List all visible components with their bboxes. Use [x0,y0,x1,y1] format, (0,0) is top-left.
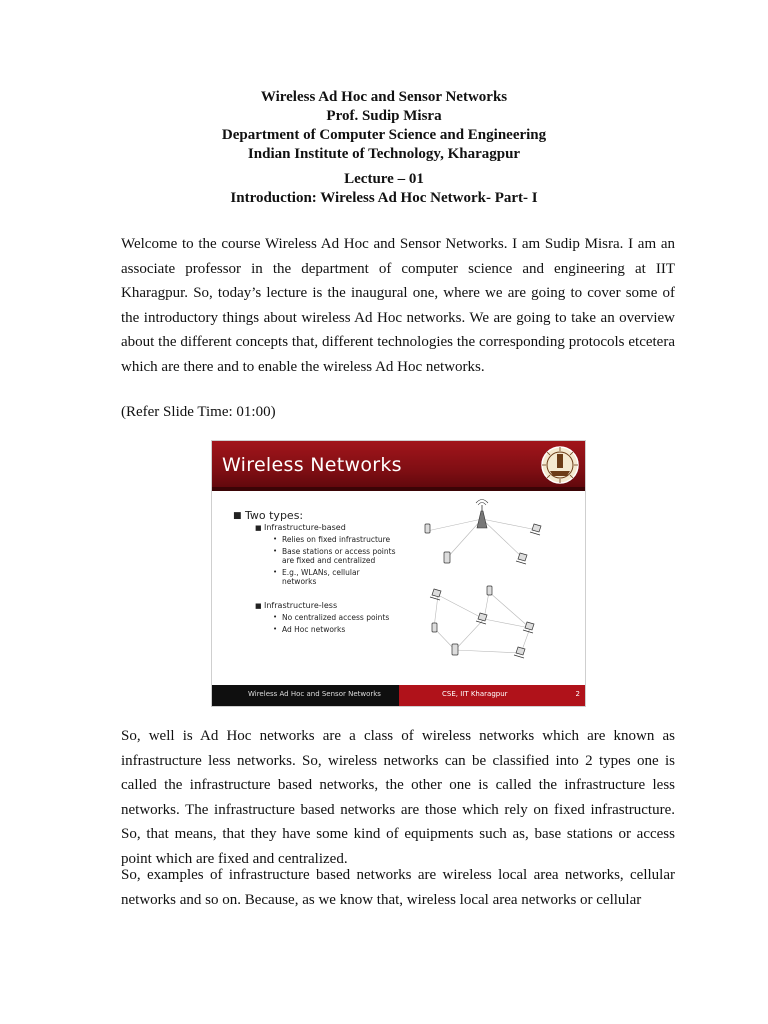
paragraph-infrastructure: So, well is Ad Hoc networks are a class of wireless networks which are known as infrastructure less networks. So, wireless networks can be classified into 2 types one is called the infrastructure based networks, the other one is called the infrastructure less networks. The infrastructure based networks are those which rely on fixed infrastructure. So, that means, that they have some kind of equipments such as, base stations or access point which are fixed and centralized. [121,728,675,867]
laptop-icon [430,589,441,600]
laptop-icon [476,613,487,624]
bullet-ad-hoc-networks: • Ad Hoc networks [273,625,346,634]
refer-slide-time: (Refer Slide Time: 01:00) [121,404,276,420]
slide-title-bar [212,441,585,491]
lecture-number: Lecture – 01 [344,171,424,187]
laptop-icon [516,553,527,564]
lecture-heading [0,170,768,208]
paragraph-intro: Welcome to the course Wireless Ad Hoc and Sensor Networks. I am Sudip Misra. I am an associate professor in the department of computer science and engineering at IIT Kharagpur. So, today’s lecture is the inaugural one, where we are going to cover some of the introductory things about wireless Ad Hoc networks. We are going to take an overview about the different concepts that, different technologies the corresponding protocols etcetera which are there and to enable the wireless Ad Hoc networks. [121,236,675,375]
bullet-examples-cont: networks [282,577,317,586]
bullet-infrastructure-based: ■ Infrastructure-based [255,523,346,532]
pda-icon [487,586,492,595]
footer-department: CSE, IIT Kharagpur [442,690,508,698]
course-title: Wireless Ad Hoc and Sensor Networks [260,89,508,105]
footer-course-name: Wireless Ad Hoc and Sensor Networks [248,690,381,698]
laptop-icon [530,524,541,535]
bullet-base-stations: • Base stations or access points [273,547,396,556]
paragraph-examples: So, examples of infrastructure based networks are wireless local area networks, cellular networks and so on. Because, as we know that, wireless local area networks or cellular [121,867,675,908]
bullet-infrastructure-less: ■ Infrastructure-less [255,601,338,610]
bullet-base-stations-cont: are fixed and centralized [282,556,376,565]
bullet-two-types: ■ Two types: [233,509,304,522]
slide-title: Wireless Networks [222,454,402,476]
lecture-slide [211,440,586,707]
phone-icon [444,552,450,563]
network-diagram [417,497,577,672]
bullet-no-access-points: • No centralized access points [273,613,390,622]
department-name: Department of Computer Science and Engineering [221,127,547,143]
pda-icon [425,524,430,533]
institute-name: Indian Institute of Technology, Kharagpur [247,146,521,162]
phone-icon [452,644,458,655]
access-point-icon [476,500,488,529]
slide-page-number: 2 [575,690,580,698]
iit-logo-icon [540,445,580,487]
slide-footer [212,685,585,706]
pda-icon [432,623,437,632]
professor-name: Prof. Sudip Misra [326,108,442,124]
document-header [0,88,768,164]
lecture-topic: Introduction: Wireless Ad Hoc Network- Part- I [230,190,538,206]
bullet-examples: • E.g., WLANs, cellular [273,568,360,577]
footer-accent [399,685,585,706]
bullet-fixed-infrastructure: • Relies on fixed infrastructure [273,535,391,544]
